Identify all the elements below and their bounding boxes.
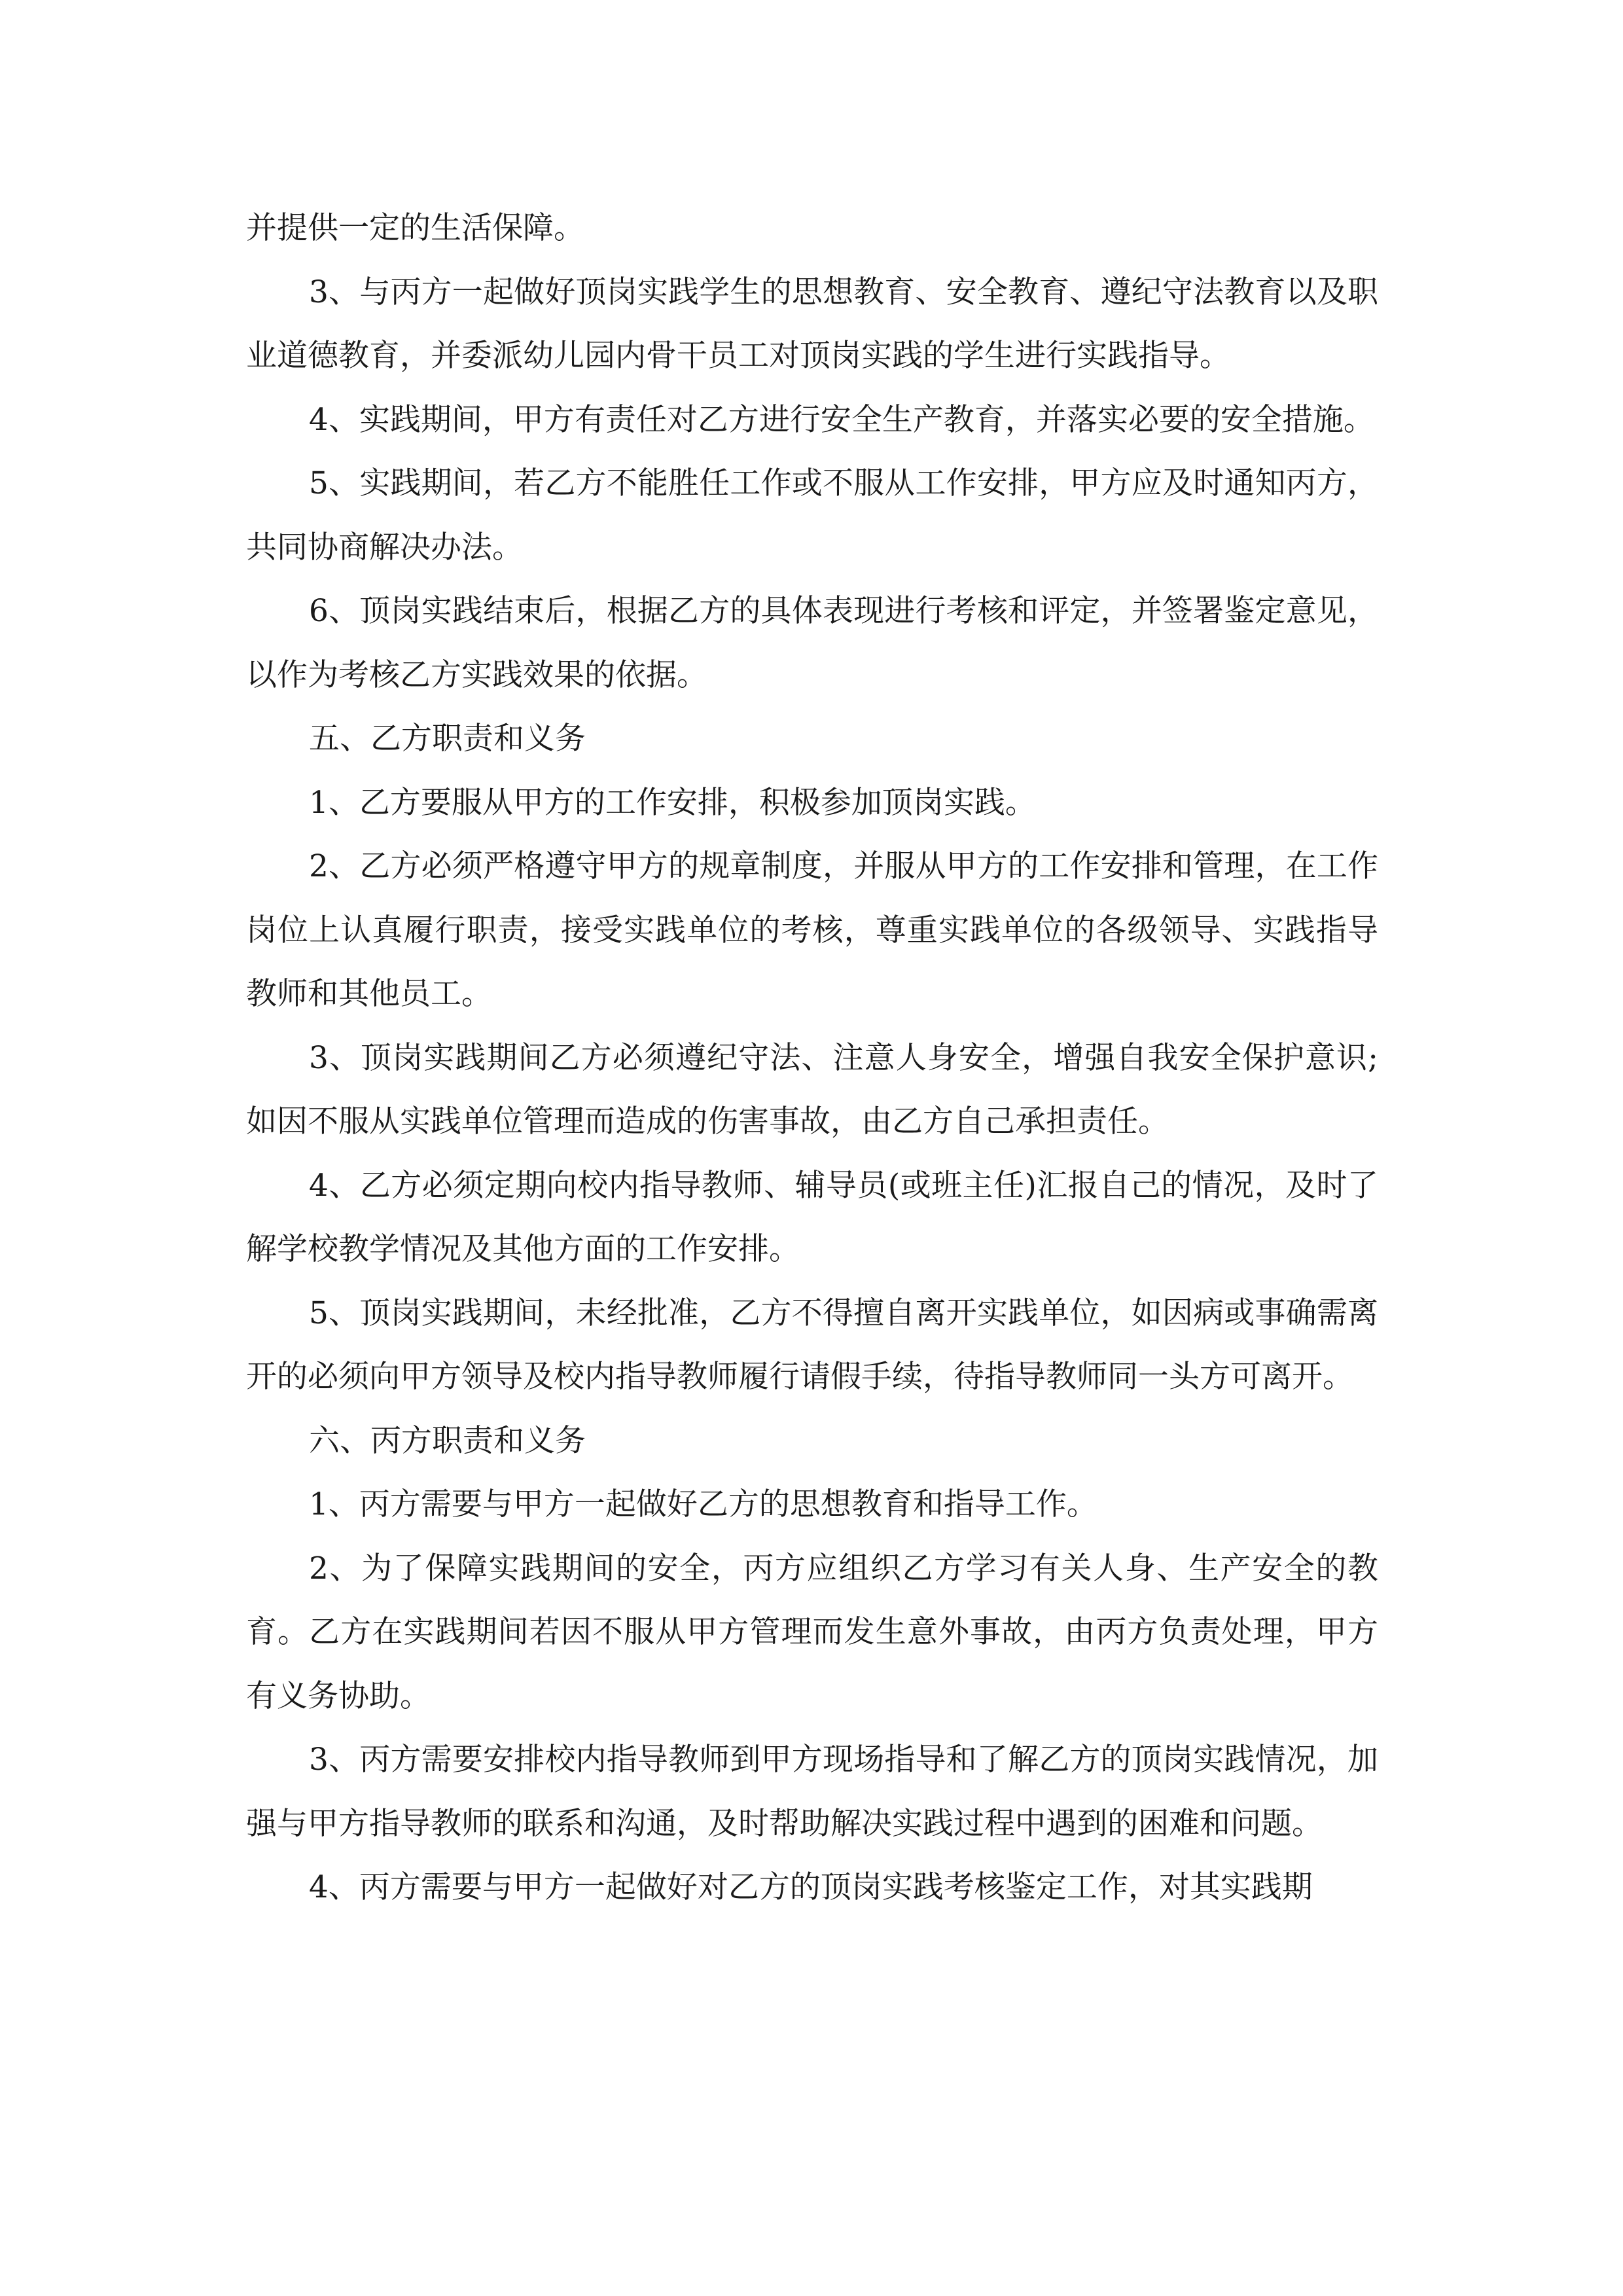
paragraph-b-item-1: 1、乙方要服从甲方的工作安排，积极参加顶岗实践。 <box>309 784 1036 821</box>
paragraph-c-item-3: 3、丙方需要安排校内指导教师到甲方现场指导和了解乙方的顶岗实践情况，加强与甲方指导教师的联系和沟通，及时帮助解决实践过程中遇到的困难和问题。 <box>246 1742 1378 1842</box>
paragraph-c-item-2: 2、为了保障实践期间的安全，丙方应组织乙方学习有关人身、生产安全的教育。乙方在实践期间若因不服从甲方管理而发生意外事故，由丙方负责处理，甲方有义务协助。 <box>246 1550 1378 1714</box>
paragraph-item-6: 6、顶岗实践结束后，根据乙方的具体表现进行考核和评定，并签署鉴定意见，以作为考核乙方实践效果的依据。 <box>246 593 1378 693</box>
paragraph-b-item-4: 4、乙方必须定期向校内指导教师、辅导员(或班主任)汇报自己的情况，及时了解学校教学情况及其他方面的工作安排。 <box>246 1167 1378 1267</box>
paragraph-b-item-3: 3、顶岗实践期间乙方必须遵纪守法、注意人身安全，增强自我安全保护意识;如因不服从实践单位管理而造成的伤害事故，由乙方自己承担责任。 <box>246 1039 1378 1139</box>
paragraph-c-item-1: 1、丙方需要与甲方一起做好乙方的思想教育和指导工作。 <box>309 1486 1097 1522</box>
paragraph-continuation: 并提供一定的生活保障。 <box>246 210 584 246</box>
paragraph-c-item-4: 4、丙方需要与甲方一起做好对乙方的顶岗实践考核鉴定工作，对其实践期 <box>309 1869 1313 1905</box>
paragraph-item-3: 3、与丙方一起做好顶岗实践学生的思想教育、安全教育、遵纪守法教育以及职业道德教育，并委派幼儿园内骨干员工对顶岗实践的学生进行实践指导。 <box>246 274 1378 374</box>
document-body <box>246 196 1378 1920</box>
paragraph-item-4: 4、实践期间，甲方有责任对乙方进行安全生产教育，并落实必要的安全措施。 <box>309 401 1374 438</box>
paragraph-b-item-5: 5、顶岗实践期间，未经批准，乙方不得擅自离开实践单位，如因病或事确需离开的必须向甲方领导及校内指导教师履行请假手续，待指导教师同一头方可离开。 <box>246 1295 1378 1395</box>
paragraph-item-5: 5、实践期间，若乙方不能胜任工作或不服从工作安排，甲方应及时通知丙方，共同协商解决办法。 <box>246 465 1378 565</box>
paragraph-b-item-2: 2、乙方必须严格遵守甲方的规章制度，并服从甲方的工作安排和管理，在工作岗位上认真履行职责，接受实践单位的考核，尊重实践单位的各级领导、实践指导教师和其他员工。 <box>246 848 1378 1012</box>
section-heading-5: 五、乙方职责和义务 <box>309 721 586 757</box>
section-heading-6: 六、丙方职责和义务 <box>309 1422 586 1459</box>
